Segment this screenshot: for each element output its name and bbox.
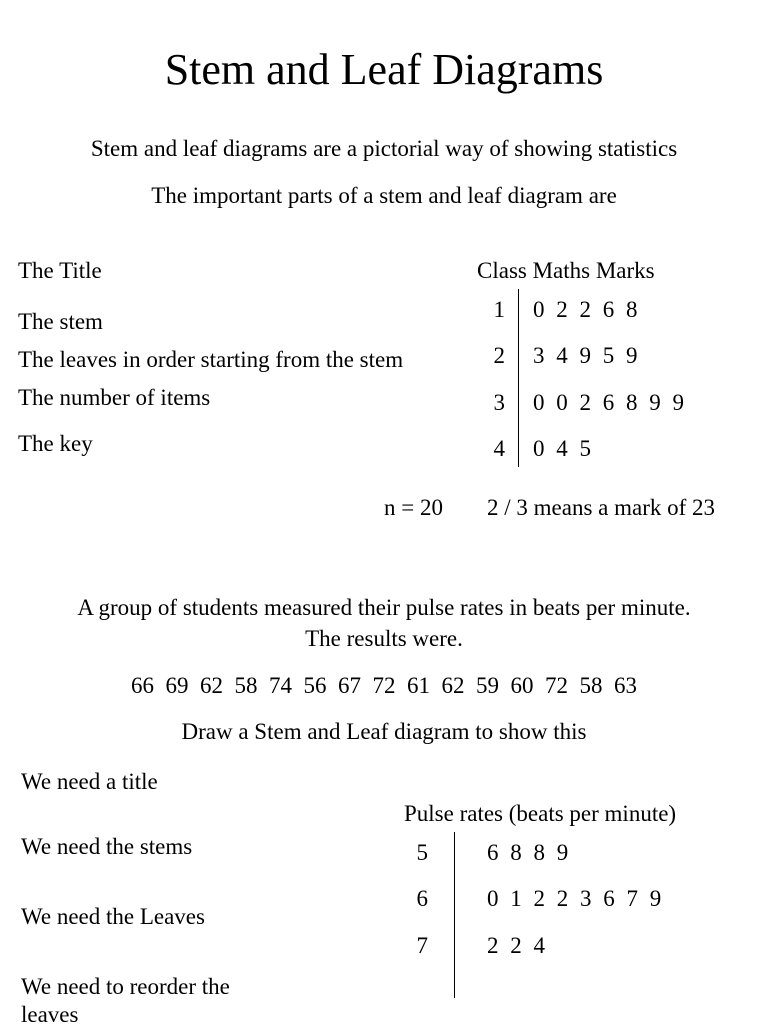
problem-line-1: A group of students measured their pulse rates in beats per minute. (77, 595, 691, 620)
part-number-of-items: The number of items (18, 385, 211, 410)
pulse-divider (454, 832, 455, 998)
problem-line-2: The results were. (305, 626, 463, 651)
pulse-leaves: 0 1 2 2 3 6 7 9 (487, 886, 662, 911)
problem-instruction: Draw a Stem and Leaf diagram to show this (181, 719, 587, 744)
intro-line-2: The important parts of a stem and leaf diagram are (151, 183, 617, 208)
example-leaves: 3 4 9 5 9 (533, 343, 638, 368)
pulse-leaves: 6 8 8 9 (487, 840, 569, 865)
example-title: Class Maths Marks (477, 258, 655, 283)
step-title: We need a title (21, 769, 158, 794)
part-leaves: The leaves in order starting from the stem (18, 347, 404, 372)
part-key: The key (18, 431, 93, 456)
pulse-leaves: 2 2 4 (487, 933, 545, 958)
intro-line-1: Stem and leaf diagrams are a pictorial way of showing statistics (90, 136, 678, 161)
pulse-title: Pulse rates (beats per minute) (404, 801, 677, 826)
example-leaves: 0 2 2 6 8 (533, 297, 638, 322)
pulse-stem: 7 (416, 933, 428, 958)
example-divider (518, 289, 519, 467)
problem-data: 66 69 62 58 74 56 67 72 61 62 59 60 72 58 63 (131, 673, 637, 698)
step-stems: We need the stems (21, 834, 193, 859)
example-stem: 2 (493, 343, 505, 368)
pulse-stem: 5 (416, 840, 428, 865)
pulse-stem: 6 (416, 886, 428, 911)
step-reorder: We need to reorder the leaves (21, 974, 230, 1027)
example-stem: 3 (493, 390, 505, 415)
example-leaves: 0 0 2 6 8 9 9 (533, 390, 684, 415)
part-title: The Title (18, 258, 102, 283)
example-count: n = 20 (384, 495, 443, 520)
example-leaves: 0 4 5 (533, 436, 591, 461)
example-stem: 4 (493, 436, 505, 461)
example-stem: 1 (493, 297, 505, 322)
page-title: Stem and Leaf Diagrams (164, 45, 604, 94)
part-stem: The stem (18, 309, 103, 334)
example-key: 2 / 3 means a mark of 23 (487, 495, 716, 520)
step-leaves: We need the Leaves (21, 904, 205, 929)
